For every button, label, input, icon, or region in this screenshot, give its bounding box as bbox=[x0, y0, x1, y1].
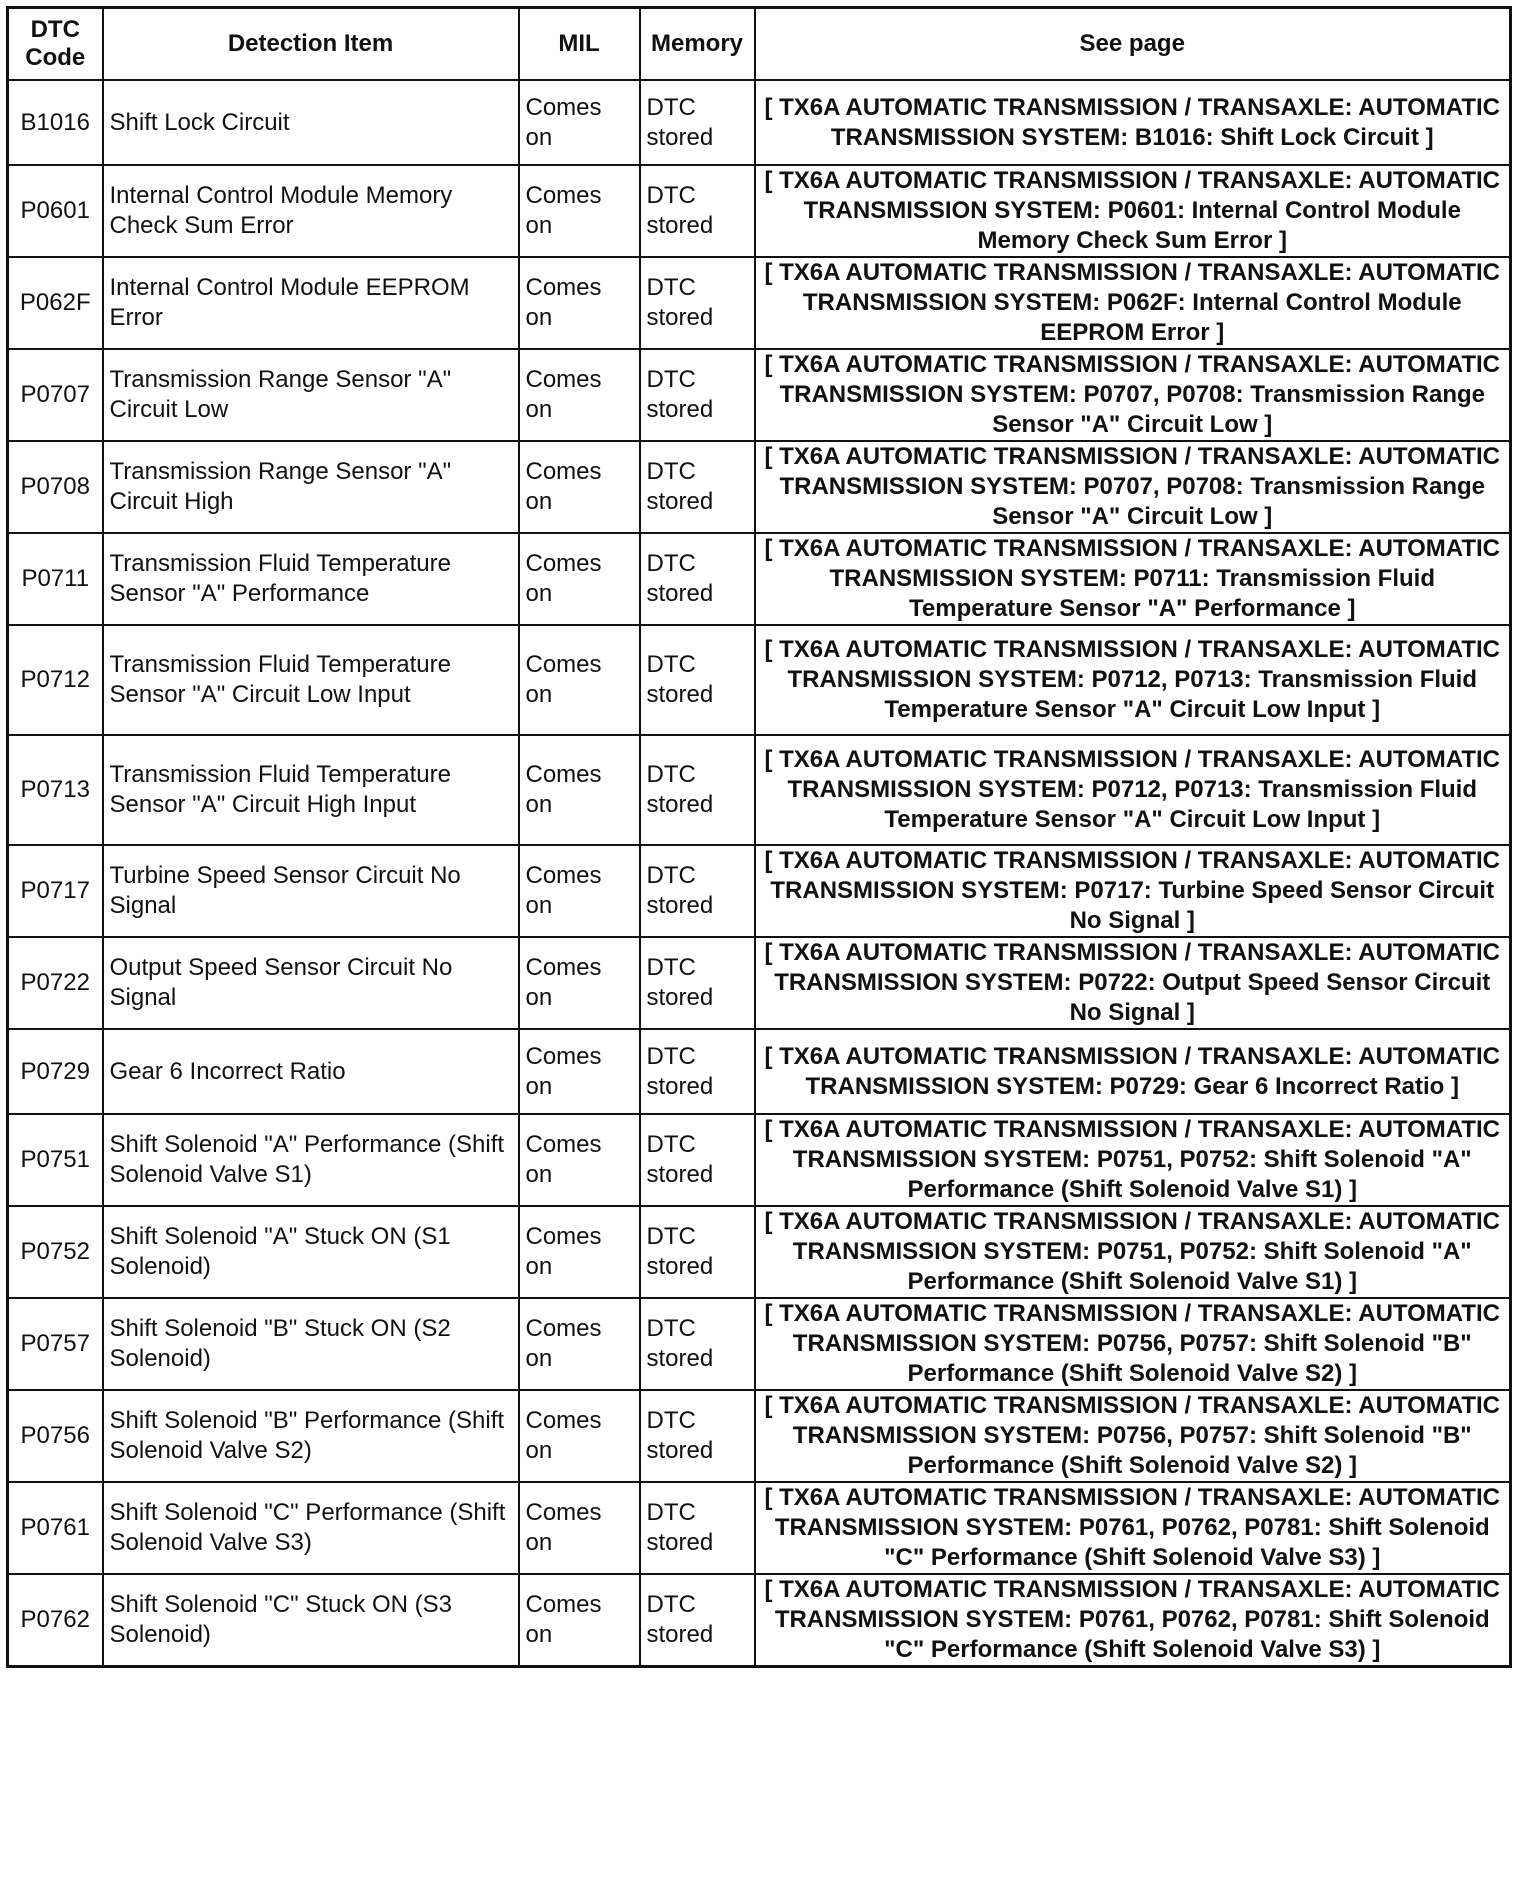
dtc-code-cell: P0707 bbox=[8, 349, 103, 441]
dtc-code-cell: P0751 bbox=[8, 1114, 103, 1206]
memory-cell: DTC stored bbox=[640, 80, 755, 165]
memory-cell: DTC stored bbox=[640, 1390, 755, 1482]
memory-cell: DTC stored bbox=[640, 845, 755, 937]
mil-cell: Comes on bbox=[519, 1029, 640, 1114]
memory-cell: DTC stored bbox=[640, 1114, 755, 1206]
table-row bbox=[8, 1390, 1511, 1482]
dtc-code-cell: P0756 bbox=[8, 1390, 103, 1482]
table-body bbox=[8, 80, 1511, 1667]
dtc-code-cell: P0722 bbox=[8, 937, 103, 1029]
memory-cell: DTC stored bbox=[640, 257, 755, 349]
detection-item-cell: Output Speed Sensor Circuit No Signal bbox=[103, 937, 519, 1029]
see-page-link[interactable]: [ TX6A AUTOMATIC TRANSMISSION / TRANSAXLE: AUTOMATIC TRANSMISSION SYSTEM: P0707, P0708: Transmission Range Sensor "A" Circuit Low ] bbox=[755, 441, 1511, 533]
memory-cell: DTC stored bbox=[640, 937, 755, 1029]
memory-cell: DTC stored bbox=[640, 625, 755, 735]
header-row bbox=[8, 8, 1511, 81]
table-row bbox=[8, 441, 1511, 533]
memory-cell: DTC stored bbox=[640, 165, 755, 257]
detection-item-cell: Shift Solenoid "A" Performance (Shift Solenoid Valve S1) bbox=[103, 1114, 519, 1206]
mil-cell: Comes on bbox=[519, 1206, 640, 1298]
header-see-page: See page bbox=[755, 8, 1511, 81]
see-page-link[interactable]: [ TX6A AUTOMATIC TRANSMISSION / TRANSAXLE: AUTOMATIC TRANSMISSION SYSTEM: P0717: Turbine Speed Sensor Circuit No Signal ] bbox=[755, 845, 1511, 937]
table-row bbox=[8, 845, 1511, 937]
memory-cell: DTC stored bbox=[640, 533, 755, 625]
mil-cell: Comes on bbox=[519, 533, 640, 625]
dtc-code-cell: P0761 bbox=[8, 1482, 103, 1574]
mil-cell: Comes on bbox=[519, 349, 640, 441]
dtc-code-cell: P062F bbox=[8, 257, 103, 349]
mil-cell: Comes on bbox=[519, 257, 640, 349]
see-page-link[interactable]: [ TX6A AUTOMATIC TRANSMISSION / TRANSAXLE: AUTOMATIC TRANSMISSION SYSTEM: P0707, P0708: Transmission Range Sensor "A" Circuit Low ] bbox=[755, 349, 1511, 441]
see-page-link[interactable]: [ TX6A AUTOMATIC TRANSMISSION / TRANSAXLE: AUTOMATIC TRANSMISSION SYSTEM: P0756, P0757: Shift Solenoid "B" Performance (Shift Solenoid Valve S2) ] bbox=[755, 1298, 1511, 1390]
detection-item-cell: Shift Solenoid "B" Performance (Shift Solenoid Valve S2) bbox=[103, 1390, 519, 1482]
table-row bbox=[8, 625, 1511, 735]
detection-item-cell: Turbine Speed Sensor Circuit No Signal bbox=[103, 845, 519, 937]
dtc-code-cell: P0762 bbox=[8, 1574, 103, 1667]
table-row bbox=[8, 1482, 1511, 1574]
mil-cell: Comes on bbox=[519, 1298, 640, 1390]
table-header bbox=[8, 8, 1511, 81]
mil-cell: Comes on bbox=[519, 1390, 640, 1482]
mil-cell: Comes on bbox=[519, 1574, 640, 1667]
header-detection-item: Detection Item bbox=[103, 8, 519, 81]
dtc-code-cell: P0752 bbox=[8, 1206, 103, 1298]
dtc-code-cell: P0601 bbox=[8, 165, 103, 257]
mil-cell: Comes on bbox=[519, 165, 640, 257]
see-page-link[interactable]: [ TX6A AUTOMATIC TRANSMISSION / TRANSAXLE: AUTOMATIC TRANSMISSION SYSTEM: P0712, P0713: Transmission Fluid Temperature Sensor "A" Circuit Low Input ] bbox=[755, 625, 1511, 735]
table-row bbox=[8, 1574, 1511, 1667]
header-mil: MIL bbox=[519, 8, 640, 81]
see-page-link[interactable]: [ TX6A AUTOMATIC TRANSMISSION / TRANSAXLE: AUTOMATIC TRANSMISSION SYSTEM: P0722: Output Speed Sensor Circuit No Signal ] bbox=[755, 937, 1511, 1029]
detection-item-cell: Shift Solenoid "B" Stuck ON (S2 Solenoid) bbox=[103, 1298, 519, 1390]
see-page-link[interactable]: [ TX6A AUTOMATIC TRANSMISSION / TRANSAXLE: AUTOMATIC TRANSMISSION SYSTEM: B1016: Shift Lock Circuit ] bbox=[755, 80, 1511, 165]
mil-cell: Comes on bbox=[519, 845, 640, 937]
see-page-link[interactable]: [ TX6A AUTOMATIC TRANSMISSION / TRANSAXLE: AUTOMATIC TRANSMISSION SYSTEM: P0761, P0762, P0781: Shift Solenoid "C" Performance (Shift Solenoid Valve S3) ] bbox=[755, 1482, 1511, 1574]
mil-cell: Comes on bbox=[519, 625, 640, 735]
memory-cell: DTC stored bbox=[640, 1206, 755, 1298]
detection-item-cell: Shift Lock Circuit bbox=[103, 80, 519, 165]
detection-item-cell: Transmission Range Sensor "A" Circuit Low bbox=[103, 349, 519, 441]
table-row bbox=[8, 735, 1511, 845]
table-row bbox=[8, 533, 1511, 625]
header-memory: Memory bbox=[640, 8, 755, 81]
mil-cell: Comes on bbox=[519, 441, 640, 533]
dtc-code-cell: P0708 bbox=[8, 441, 103, 533]
detection-item-cell: Internal Control Module Memory Check Sum Error bbox=[103, 165, 519, 257]
table-row bbox=[8, 349, 1511, 441]
table-row bbox=[8, 165, 1511, 257]
mil-cell: Comes on bbox=[519, 1482, 640, 1574]
mil-cell: Comes on bbox=[519, 80, 640, 165]
dtc-code-cell: B1016 bbox=[8, 80, 103, 165]
table-row bbox=[8, 1114, 1511, 1206]
see-page-link[interactable]: [ TX6A AUTOMATIC TRANSMISSION / TRANSAXLE: AUTOMATIC TRANSMISSION SYSTEM: P0601: Internal Control Module Memory Check Sum Error ] bbox=[755, 165, 1511, 257]
table-row bbox=[8, 1298, 1511, 1390]
mil-cell: Comes on bbox=[519, 1114, 640, 1206]
dtc-code-cell: P0717 bbox=[8, 845, 103, 937]
memory-cell: DTC stored bbox=[640, 1298, 755, 1390]
detection-item-cell: Transmission Fluid Temperature Sensor "A" Circuit Low Input bbox=[103, 625, 519, 735]
detection-item-cell: Internal Control Module EEPROM Error bbox=[103, 257, 519, 349]
dtc-code-cell: P0712 bbox=[8, 625, 103, 735]
detection-item-cell: Shift Solenoid "C" Performance (Shift Solenoid Valve S3) bbox=[103, 1482, 519, 1574]
see-page-link[interactable]: [ TX6A AUTOMATIC TRANSMISSION / TRANSAXLE: AUTOMATIC TRANSMISSION SYSTEM: P0756, P0757: Shift Solenoid "B" Performance (Shift Solenoid Valve S2) ] bbox=[755, 1390, 1511, 1482]
dtc-code-cell: P0711 bbox=[8, 533, 103, 625]
detection-item-cell: Gear 6 Incorrect Ratio bbox=[103, 1029, 519, 1114]
table-row bbox=[8, 257, 1511, 349]
dtc-code-cell: P0713 bbox=[8, 735, 103, 845]
mil-cell: Comes on bbox=[519, 735, 640, 845]
see-page-link[interactable]: [ TX6A AUTOMATIC TRANSMISSION / TRANSAXLE: AUTOMATIC TRANSMISSION SYSTEM: P0729: Gear 6 Incorrect Ratio ] bbox=[755, 1029, 1511, 1114]
see-page-link[interactable]: [ TX6A AUTOMATIC TRANSMISSION / TRANSAXLE: AUTOMATIC TRANSMISSION SYSTEM: P0751, P0752: Shift Solenoid "A" Performance (Shift Solenoid Valve S1) ] bbox=[755, 1206, 1511, 1298]
see-page-link[interactable]: [ TX6A AUTOMATIC TRANSMISSION / TRANSAXLE: AUTOMATIC TRANSMISSION SYSTEM: P0712, P0713: Transmission Fluid Temperature Sensor "A" Circuit Low Input ] bbox=[755, 735, 1511, 845]
dtc-code-cell: P0729 bbox=[8, 1029, 103, 1114]
memory-cell: DTC stored bbox=[640, 349, 755, 441]
table-row bbox=[8, 1206, 1511, 1298]
table-row bbox=[8, 1029, 1511, 1114]
memory-cell: DTC stored bbox=[640, 735, 755, 845]
memory-cell: DTC stored bbox=[640, 441, 755, 533]
dtc-code-cell: P0757 bbox=[8, 1298, 103, 1390]
memory-cell: DTC stored bbox=[640, 1029, 755, 1114]
see-page-link[interactable]: [ TX6A AUTOMATIC TRANSMISSION / TRANSAXLE: AUTOMATIC TRANSMISSION SYSTEM: P0711: Transmission Fluid Temperature Sensor "A" Performance ] bbox=[755, 533, 1511, 625]
table-row bbox=[8, 937, 1511, 1029]
table-row bbox=[8, 80, 1511, 165]
detection-item-cell: Transmission Range Sensor "A" Circuit High bbox=[103, 441, 519, 533]
mil-cell: Comes on bbox=[519, 937, 640, 1029]
header-dtc-code: DTC Code bbox=[8, 8, 103, 81]
dtc-table bbox=[6, 6, 1512, 1668]
detection-item-cell: Shift Solenoid "A" Stuck ON (S1 Solenoid) bbox=[103, 1206, 519, 1298]
memory-cell: DTC stored bbox=[640, 1574, 755, 1667]
see-page-link[interactable]: [ TX6A AUTOMATIC TRANSMISSION / TRANSAXLE: AUTOMATIC TRANSMISSION SYSTEM: P0761, P0762, P0781: Shift Solenoid "C" Performance (Shift Solenoid Valve S3) ] bbox=[755, 1574, 1511, 1667]
detection-item-cell: Transmission Fluid Temperature Sensor "A" Performance bbox=[103, 533, 519, 625]
detection-item-cell: Transmission Fluid Temperature Sensor "A" Circuit High Input bbox=[103, 735, 519, 845]
see-page-link[interactable]: [ TX6A AUTOMATIC TRANSMISSION / TRANSAXLE: AUTOMATIC TRANSMISSION SYSTEM: P062F: Internal Control Module EEPROM Error ] bbox=[755, 257, 1511, 349]
detection-item-cell: Shift Solenoid "C" Stuck ON (S3 Solenoid) bbox=[103, 1574, 519, 1667]
memory-cell: DTC stored bbox=[640, 1482, 755, 1574]
see-page-link[interactable]: [ TX6A AUTOMATIC TRANSMISSION / TRANSAXLE: AUTOMATIC TRANSMISSION SYSTEM: P0751, P0752: Shift Solenoid "A" Performance (Shift Solenoid Valve S1) ] bbox=[755, 1114, 1511, 1206]
